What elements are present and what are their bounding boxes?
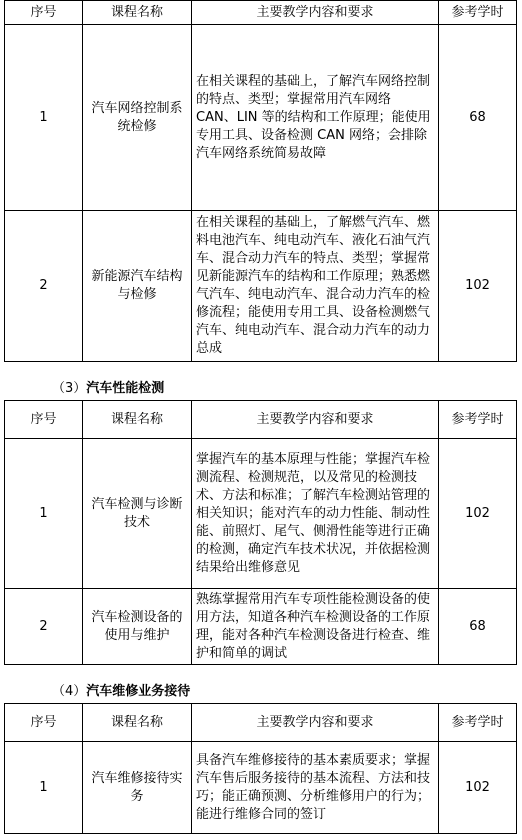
header-hours: 参考学时	[439, 1, 517, 25]
row-no: 1	[5, 25, 83, 211]
header-hours: 参考学时	[439, 401, 517, 439]
row-no: 1	[5, 439, 83, 589]
section-number: （4）	[52, 684, 87, 699]
row-course-name: 汽车网络控制系统检修	[83, 25, 192, 211]
course-table-3	[4, 703, 517, 834]
header-no: 序号	[5, 704, 83, 742]
row-hours: 102	[439, 742, 517, 834]
header-hours: 参考学时	[439, 704, 517, 742]
header-course-name: 课程名称	[83, 401, 192, 439]
row-course-name: 新能源汽车结构与检修	[83, 211, 192, 362]
table-row	[5, 589, 517, 665]
section-heading-4	[52, 683, 190, 701]
header-content: 主要教学内容和要求	[192, 401, 439, 439]
row-hours: 102	[439, 211, 517, 362]
row-content: 在相关课程的基础上，了解燃气汽车、燃料电池汽车、纯电动汽车、液化石油气汽车、混合动力汽车的特点、类型；掌握常见新能源汽车的结构和工作原理；熟悉燃气汽车、纯电动汽车、混合动力汽车的检修流程；能使用专用工具、设备检测燃气汽车、纯电动汽车、混合动力汽车的动力总成	[192, 211, 439, 362]
header-content: 主要教学内容和要求	[192, 1, 439, 25]
table-header-row	[5, 401, 517, 439]
header-course-name: 课程名称	[83, 1, 192, 25]
course-table-2	[4, 400, 517, 665]
header-course-name: 课程名称	[83, 704, 192, 742]
row-no: 1	[5, 742, 83, 834]
row-hours: 102	[439, 439, 517, 589]
course-table-1	[4, 0, 517, 362]
table-header-row	[5, 704, 517, 742]
section-heading-3	[52, 380, 164, 398]
row-no: 2	[5, 211, 83, 362]
row-hours: 68	[439, 25, 517, 211]
header-no: 序号	[5, 401, 83, 439]
table-row	[5, 742, 517, 834]
row-course-name: 汽车维修接待实务	[83, 742, 192, 834]
row-course-name: 汽车检测与诊断技术	[83, 439, 192, 589]
table-row	[5, 439, 517, 589]
section-title: 汽车性能检测	[86, 381, 165, 396]
table-header-row	[5, 1, 517, 25]
header-no: 序号	[5, 1, 83, 25]
row-content: 掌握汽车的基本原理与性能；掌握汽车检测流程、检测规范，以及常见的检测技术、方法和标准；了解汽车检测站管理的相关知识；能对汽车的动力性能、制动性能、前照灯、尾气、侧滑性能等进行正确的检测，确定汽车技术状况，并依据检测结果给出维修意见	[192, 439, 439, 589]
row-content: 熟练掌握常用汽车专项性能检测设备的使用方法，知道各种汽车检测设备的工作原理，能对各种汽车检测设备进行检查、维护和简单的调试	[192, 589, 439, 665]
section-title: 汽车维修业务接待	[86, 684, 191, 699]
table-row	[5, 25, 517, 211]
table-row	[5, 211, 517, 362]
row-content: 在相关课程的基础上，了解汽车网络控制的特点、类型；掌握常用汽车网络 CAN、LIN 等的结构和工作原理；能使用专用工具、设备检测 CAN 网络；会排除汽车网络系统简易故障	[192, 25, 439, 211]
section-number: （3）	[52, 381, 87, 396]
row-hours: 68	[439, 589, 517, 665]
row-no: 2	[5, 589, 83, 665]
header-content: 主要教学内容和要求	[192, 704, 439, 742]
row-content: 具备汽车维修接待的基本素质要求；掌握汽车售后服务接待的基本流程、方法和技巧；能正确预测、分析维修用户的行为；能进行维修合同的签订	[192, 742, 439, 834]
row-course-name: 汽车检测设备的使用与维护	[83, 589, 192, 665]
